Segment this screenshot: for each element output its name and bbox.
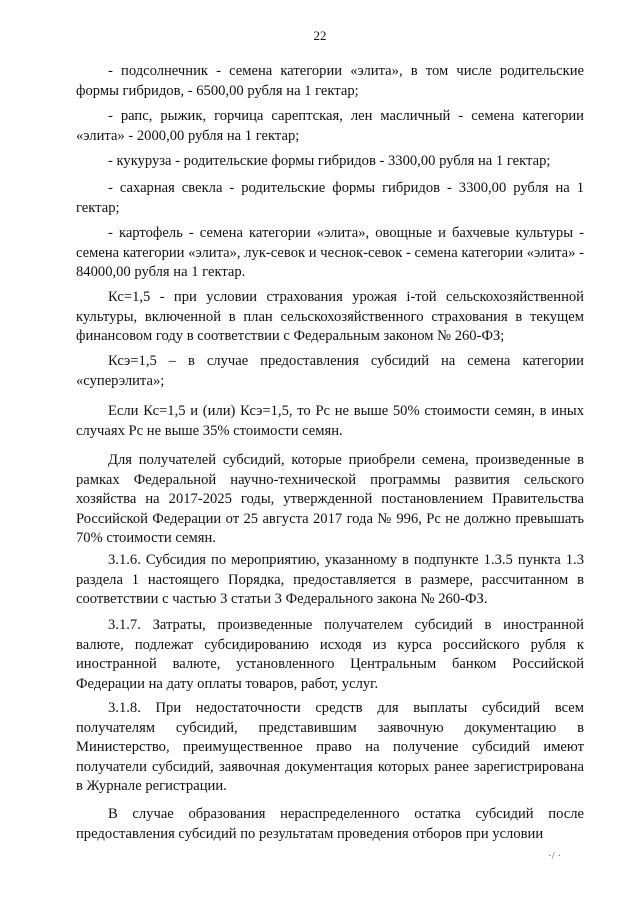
paragraph-remainder: В случае образования нераспределенного остатка субсидий после предоставления субсидий по результатам проведения отборов при условии xyxy=(76,806,584,842)
paragraph-kse-coefficient: Ксэ=1,5 – в случае предоставления субсидий на семена категории «суперэлита»; xyxy=(76,353,584,389)
paragraph-3-1-8: 3.1.8. При недостаточности средств для выплаты субсидий всем получателям субсидий, представившим заявочную документацию в Министерство, преимущественное право на получение субсидий имеют получатели субсидий, заявочная документация которых ранее зарегистрирована в Журнале регистрации. xyxy=(76,700,584,794)
paragraph-3-1-6: 3.1.6. Субсидия по мероприятию, указанному в подпункте 1.3.5 пункта 1.3 раздела 1 настоящего Порядка, предоставляется в размере, рассчитанном в соответствии с частью 3 статьи 3 Федерального закона № 260-ФЗ. xyxy=(76,552,584,607)
paragraph-ftp-seeds: Для получателей субсидий, которые приобрели семена, произведенные в рамках Федеральной научно-технической программы развития сельского хозяйства на 2017-2025 годы, утвержденной постановлением Правительства Российской Федерации от 25 августа 2017 года № 996, Рс не должно превышать 70% стоимости семян. xyxy=(76,452,584,546)
page-number: 22 xyxy=(313,28,327,43)
paragraph-kc-coefficient: Кс=1,5 - при условии страхования урожая i-той сельскохозяйственной культуры, включенной в план сельскохозяйственного страхования в текущем финансовом году в соответствии с Федеральным законом № 260-ФЗ; xyxy=(76,289,584,344)
scan-mark: ·/ · xyxy=(548,850,562,862)
paragraph-3-1-7: 3.1.7. Затраты, произведенные получателем субсидий в иностранной валюте, подлежат субсидированию исходя из курса российского рубля к иностранной валюте, установленного Центральным банком Российской Федерации на дату оплаты товаров, работ, услуг. xyxy=(76,617,584,692)
paragraph-sugar-beet: - сахарная свекла - родительские формы гибридов - 3300,00 рубля на 1 гектар; xyxy=(76,180,584,216)
paragraph-rs-limit: Если Кс=1,5 и (или) Ксэ=1,5, то Рс не выше 50% стоимости семян, в иных случаях Рс не выше 35% стоимости семян. xyxy=(76,403,584,439)
paragraph-potato: - картофель - семена категории «элита», овощные и бахчевые культуры - семена категории «элита», лук-севок и чеснок-севок - семена категории «элита» - 84000,00 рубля на 1 гектар. xyxy=(76,225,584,280)
paragraph-sunflower: - подсолнечник - семена категории «элита», в том числе родительские формы гибридов, - 6500,00 рубля на 1 гектар; xyxy=(76,63,584,99)
paragraph-rapeseed: - рапс, рыжик, горчица сарептская, лен масличный - семена категории «элита» - 2000,00 рубля на 1 гектар; xyxy=(76,108,584,144)
paragraph-corn: - кукуруза - родительские формы гибридов - 3300,00 рубля на 1 гектар; xyxy=(108,153,551,169)
